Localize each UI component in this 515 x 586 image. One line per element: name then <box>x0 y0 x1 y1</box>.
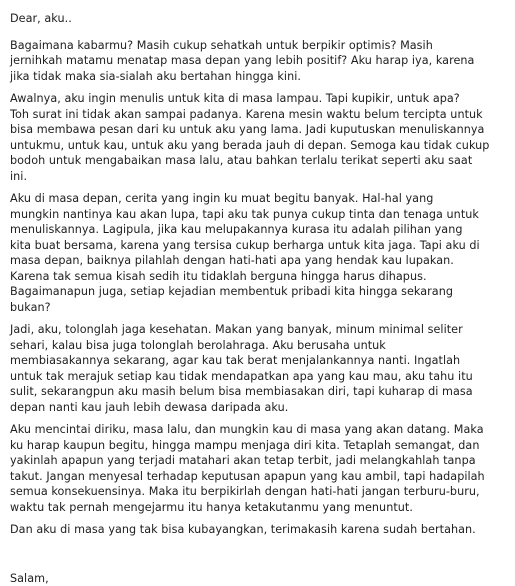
text-line: ku harap kaupun begitu, hingga mampu menjaga diri kita. Tetaplah semangat, dan <box>10 438 505 454</box>
paragraph-5 <box>10 422 505 515</box>
text-line: jika tidak maka sia-sialah aku bertahan hingga kini. <box>10 69 505 85</box>
letter-greeting: Dear, aku.. <box>10 11 505 27</box>
text-line: mungkin nantinya kau akan lupa, tapi aku tak punya cukup tinta dan tenaga untuk <box>10 207 505 223</box>
text-line: membiasakannya sekarang, agar kau tak berat menjalankannya nanti. Ingatlah <box>10 353 505 369</box>
text-line: bodoh untuk mengabaikan masa lalu, atau bahkan terlalu terikat seperti aku saat <box>10 153 505 169</box>
text-line: Karena tak semua kisah sedih itu tidaklah berguna hingga harus dihapus. <box>10 269 505 285</box>
text-line: kita buat bersama, karena yang tersisa cukup berharga untuk kita jaga. Tapi aku di <box>10 238 505 254</box>
text-line: masa depan, baiknya pilahlah dengan hati-hati apa yang hendak kau lupakan. <box>10 253 505 269</box>
text-line: Bagaimana kabarmu? Masih cukup sehatkah untuk berpikir optimis? Masih <box>10 38 505 54</box>
text-line: Aku mencintai diriku, masa lalu, dan mungkin kau di masa yang akan datang. Maka <box>10 422 505 438</box>
paragraph-1 <box>10 38 505 85</box>
text-line: sehari, kalau bisa juga tolonglah berolahraga. Aku berusaha untuk <box>10 338 505 354</box>
text-line: Aku di masa depan, cerita yang ingin ku muat begitu banyak. Hal-hal yang <box>10 191 505 207</box>
text-line: Awalnya, aku ingin menulis untuk kita di masa lampau. Tapi kupikir, untuk apa? <box>10 91 505 107</box>
paragraph-3 <box>10 191 505 315</box>
text-line: bukan? <box>10 300 505 316</box>
text-line: waktu tak pernah mengejarmu itu hanya ketakutanmu yang menuntut. <box>10 500 505 516</box>
text-line: sulit, sekarangpun aku masih belum bisa membiasakan diri, tapi kuharap di masa <box>10 384 505 400</box>
text-line: ini. <box>10 169 505 185</box>
text-line: untukmu, untuk kau, untuk aku yang berada jauh di depan. Semoga kau tidak cukup <box>10 138 505 154</box>
paragraph-2 <box>10 91 505 184</box>
text-line: Jadi, aku, tolonglah jaga kesehatan. Makan yang banyak, minum minimal seliter <box>10 322 505 338</box>
text-line: Dan aku di masa yang tak bisa kubayangkan, terimakasih karena sudah bertahan. <box>10 522 505 538</box>
text-line: depan nanti kau jauh lebih dewasa daripada aku. <box>10 400 505 416</box>
paragraph-4 <box>10 322 505 415</box>
paragraph-6 <box>10 522 505 538</box>
text-line: jernihkah matamu menatap masa depan yang lebih positif? Aku harap iya, karena <box>10 53 505 69</box>
text-line: takut. Jangan menyesal terhadap keputusan apapun yang kau ambil, tapi hadapilah <box>10 469 505 485</box>
text-line: Bagaimanapun juga, setiap kejadian membentuk pribadi kita hingga sekarang <box>10 284 505 300</box>
letter-closing: Salam, <box>10 571 505 586</box>
text-line: menuliskannya. Lagipula, jika kau melupakannya kurasa itu adalah pilihan yang <box>10 222 505 238</box>
text-line: yakinlah apapun yang terjadi matahari akan tetap terbit, jadi melangkahlah tanpa <box>10 453 505 469</box>
text-line: semua konsekuensinya. Maka itu berpikirlah dengan hati-hati jangan terburu-buru, <box>10 484 505 500</box>
text-line: bisa membawa pesan dari ku untuk aku yang lama. Jadi kuputuskan menuliskannya <box>10 122 505 138</box>
text-line: untuk tak merajuk setiap kau tidak mendapatkan apa yang kau mau, aku tahu itu <box>10 369 505 385</box>
text-line: Toh surat ini tidak akan sampai padanya. Karena mesin waktu belum tercipta untuk <box>10 107 505 123</box>
